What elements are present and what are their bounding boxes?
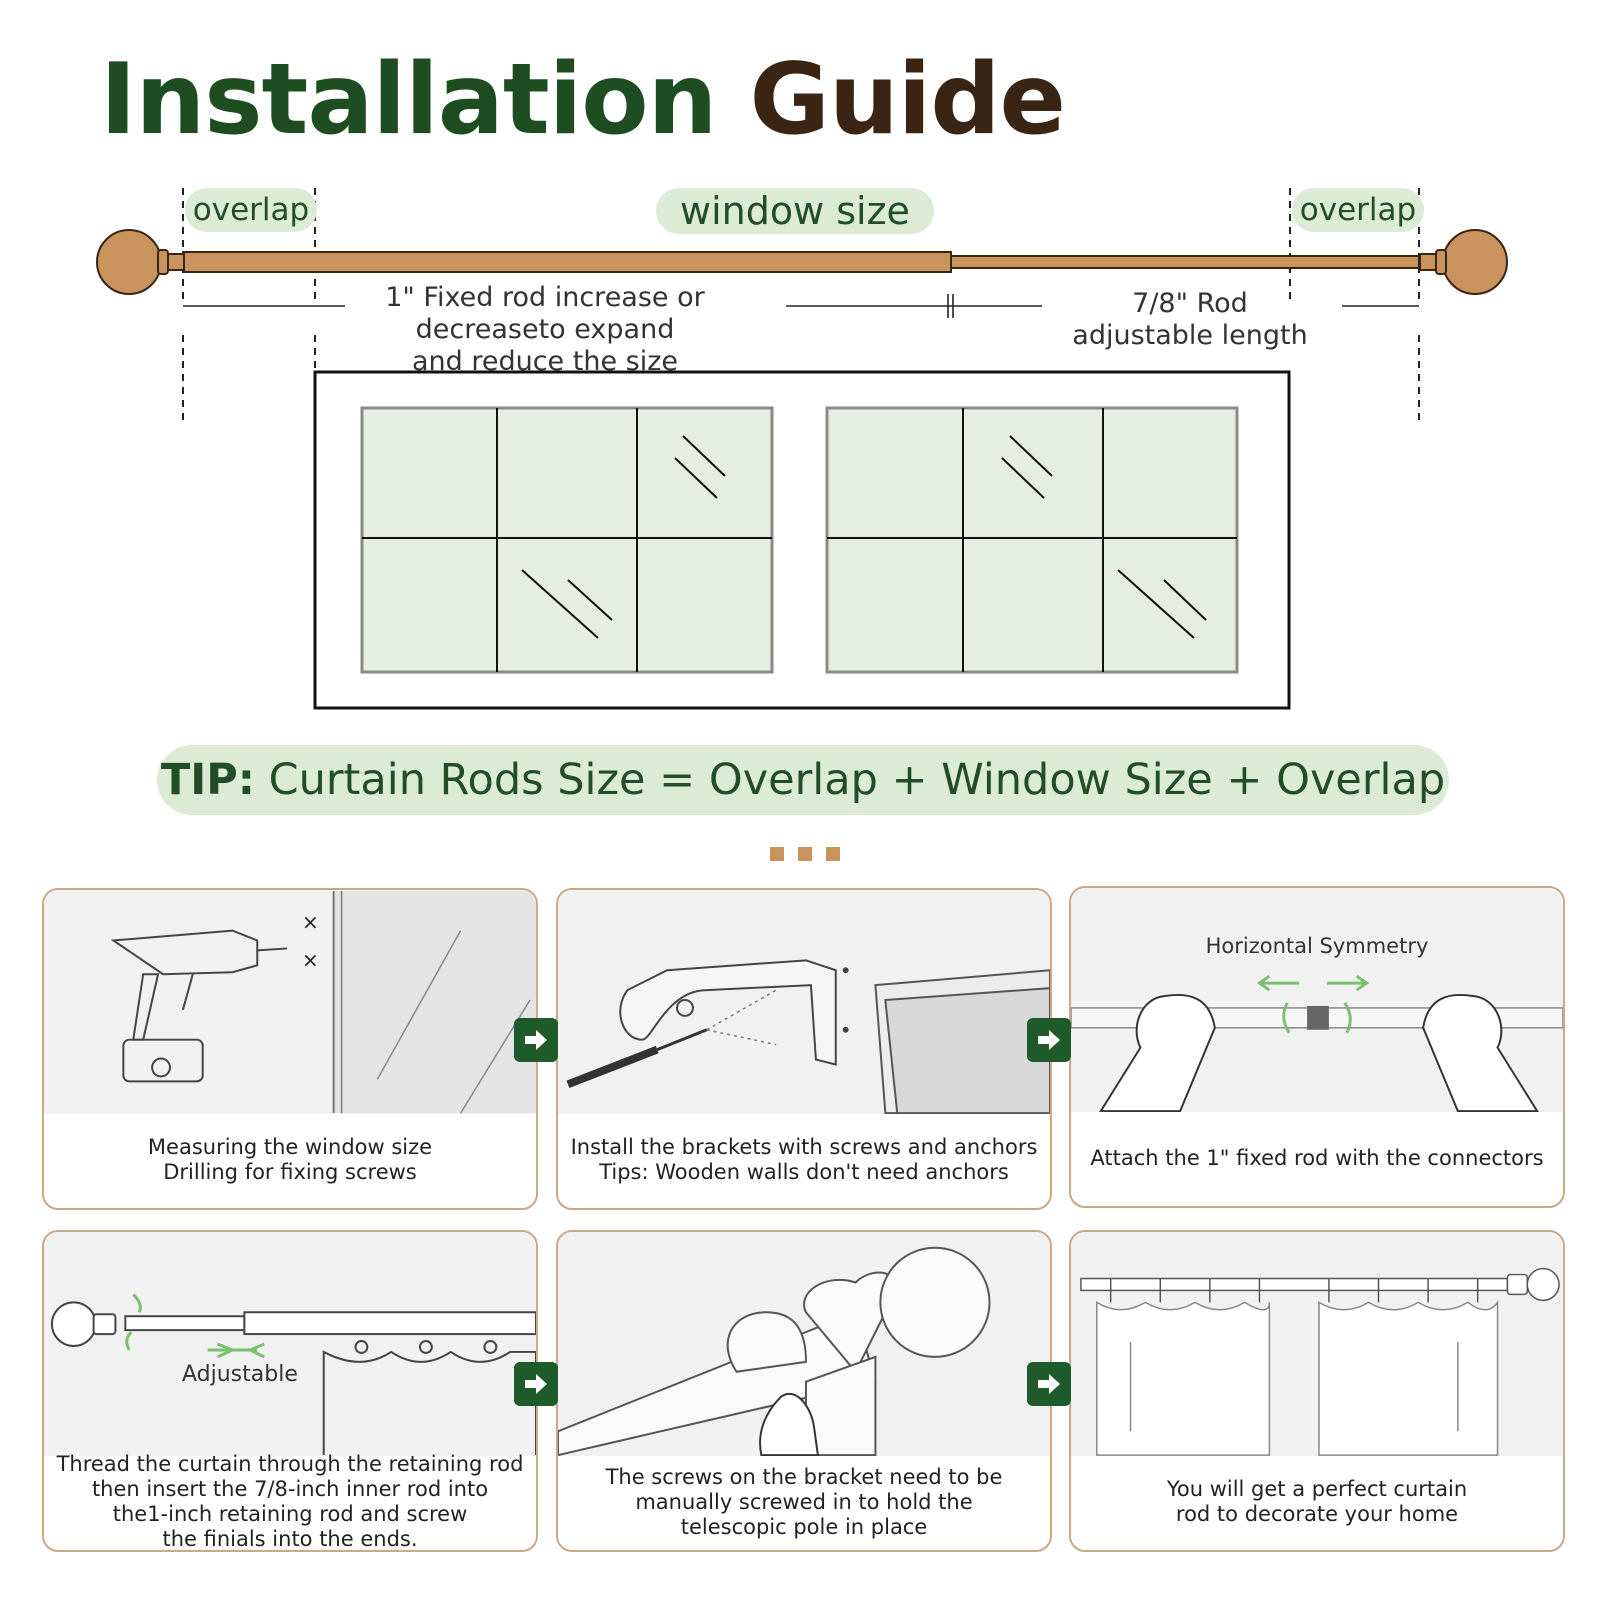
curtain-rod xyxy=(97,230,1507,294)
right-arrow-icon xyxy=(522,1372,550,1396)
right-finial-icon xyxy=(1420,230,1507,294)
bracket-illustration xyxy=(558,890,1050,1114)
step-arrow-5-6 xyxy=(1027,1362,1071,1406)
step-arrow-4-5 xyxy=(514,1362,558,1406)
rod-window-diagram xyxy=(0,170,1600,730)
page-title xyxy=(100,40,1065,160)
step-card-5 xyxy=(556,1230,1052,1552)
tip-formula: Curtain Rods Size = Overlap + Window Size + Overlap xyxy=(268,755,1446,805)
window-pane-left xyxy=(362,408,772,672)
step-card-4 xyxy=(42,1230,538,1552)
tip-banner xyxy=(157,745,1449,815)
drill-mark-1: × xyxy=(302,910,319,934)
screw-bracket-illustration xyxy=(558,1232,1050,1456)
right-arrow-icon xyxy=(1035,1372,1063,1396)
window-pane-right xyxy=(827,408,1237,672)
overlap-right-label: overlap xyxy=(1292,188,1424,232)
step-3-caption: Attach the 1" fixed rod with the connectors xyxy=(1090,1145,1544,1170)
connector-illustration xyxy=(1071,888,1563,1112)
step-5-caption: The screws on the bracket need to be manually screwed in to hold the telescopic pole in place xyxy=(605,1464,1003,1539)
step-card-6 xyxy=(1069,1230,1565,1552)
window-size-label: window size xyxy=(656,188,934,234)
adjustable-label: Adjustable xyxy=(182,1362,298,1387)
overlap-left-label: overlap xyxy=(185,188,317,232)
step-1-caption: Measuring the window size Drilling for fixing screws xyxy=(147,1135,433,1184)
right-arrow-icon xyxy=(1035,1028,1063,1052)
step-card-1 xyxy=(42,888,538,1210)
divider-dots xyxy=(770,846,854,865)
title-word-guide: Guide xyxy=(749,43,1065,157)
right-arrow-icon xyxy=(522,1028,550,1052)
step-4-caption: Thread the curtain through the retaining rod then insert the 7/8-inch inner rod into the1-inch retaining rod and screw the finials into the ends. xyxy=(56,1452,524,1551)
adjustable-length-note: 7/8" Rod adjustable length xyxy=(1072,288,1308,351)
step-2-caption: Install the brackets with screws and anchors Tips: Wooden walls don't need anchors xyxy=(570,1135,1038,1184)
fixed-rod-note: 1" Fixed rod increase or decreaseto expand and reduce the size xyxy=(385,282,705,377)
finished-curtain-illustration xyxy=(1071,1232,1563,1456)
step-card-2 xyxy=(556,888,1052,1210)
tip-prefix: TIP: xyxy=(160,755,255,805)
drill-illustration xyxy=(44,890,536,1114)
thread-rod-illustration xyxy=(44,1232,536,1456)
step-arrow-1-2 xyxy=(514,1018,558,1062)
title-word-installation: Installation xyxy=(100,43,717,157)
horizontal-symmetry-label: Horizontal Symmetry xyxy=(1205,934,1429,958)
left-finial-icon xyxy=(97,230,184,294)
step-arrow-2-3 xyxy=(1027,1018,1071,1062)
drill-mark-2: × xyxy=(302,948,319,972)
step-card-3 xyxy=(1069,886,1565,1208)
step-6-caption: You will get a perfect curtain rod to decorate your home xyxy=(1166,1477,1468,1526)
